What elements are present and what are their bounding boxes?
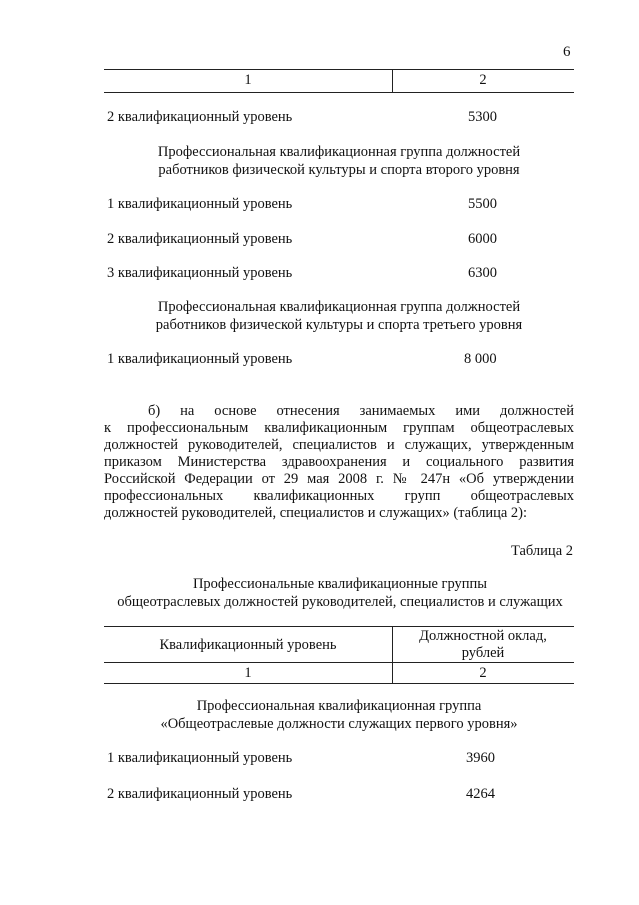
table2-header-rule bbox=[104, 662, 574, 663]
table-caption: Таблица 2 bbox=[510, 543, 573, 559]
table-row-label: 1 квалификационный уровень bbox=[107, 750, 293, 766]
table2-top-rule bbox=[104, 626, 574, 627]
paragraph-line: должностей руководителей, специалистов и служащих, утвержденным bbox=[104, 437, 574, 453]
table2-header-col1: Квалификационный уровень bbox=[159, 637, 337, 653]
table-row-label: 1 квалификационный уровень bbox=[107, 351, 293, 367]
paragraph-line: б) на основе отнесения занимаемых ими должностей bbox=[148, 403, 574, 419]
table-row-label: 2 квалификационный уровень bbox=[107, 786, 293, 802]
table-title: общеотраслевых должностей руководителей, специалистов и служащих bbox=[117, 594, 563, 610]
table1-top-rule bbox=[104, 69, 574, 70]
group-title: Профессиональная квалификационная группа должностей bbox=[157, 144, 521, 160]
table-row-value: 5300 bbox=[468, 109, 497, 125]
group-title: Профессиональная квалификационная группа должностей bbox=[157, 299, 521, 315]
table1-col2-number: 2 bbox=[479, 72, 487, 88]
table1-numbers-rule bbox=[104, 92, 574, 93]
group-title: Профессиональная квалификационная группа bbox=[196, 698, 482, 714]
paragraph-line: приказом Министерства здравоохранения и социального развития bbox=[104, 454, 574, 470]
paragraph-line: должностей руководителей, специалистов и служащих» (таблица 2): bbox=[104, 505, 528, 521]
table-row-value: 3960 bbox=[466, 750, 495, 766]
table-row-label: 2 квалификационный уровень bbox=[107, 109, 293, 125]
table2-numbers-rule bbox=[104, 683, 574, 684]
group-title: «Общеотраслевые должности служащих первого уровня» bbox=[160, 716, 518, 732]
table-title: Профессиональные квалификационные группы bbox=[192, 576, 488, 592]
table2-header-col2-unit: рублей bbox=[461, 645, 505, 661]
table-row-value: 4264 bbox=[466, 786, 495, 802]
table-row-label: 1 квалификационный уровень bbox=[107, 196, 293, 212]
table-row-value: 6300 bbox=[468, 265, 497, 281]
paragraph-line: профессиональных квалификационных групп общеотраслевых bbox=[104, 488, 574, 504]
table2-col2-number: 2 bbox=[479, 665, 487, 681]
table-row-value: 5500 bbox=[468, 196, 497, 212]
group-title: работников физической культуры и спорта второго уровня bbox=[158, 162, 520, 178]
table-row-value: 6000 bbox=[468, 231, 497, 247]
page-number: 6 bbox=[563, 44, 571, 60]
table-row-label: 2 квалификационный уровень bbox=[107, 231, 293, 247]
table-row-label: 3 квалификационный уровень bbox=[107, 265, 293, 281]
group-title: работников физической культуры и спорта третьего уровня bbox=[155, 317, 523, 333]
table1-col1-number: 1 bbox=[244, 72, 252, 88]
table2-header-col2: Должностной оклад, bbox=[419, 628, 547, 644]
table-row-value: 8 000 bbox=[464, 351, 497, 367]
table2-col1-number: 1 bbox=[244, 665, 252, 681]
paragraph-line: Российской Федерации от 29 мая 2008 г. № 247н «Об утверждении bbox=[104, 471, 574, 487]
body-paragraph bbox=[104, 403, 574, 522]
paragraph-line: к профессиональным квалификационным группам общеотраслевых bbox=[104, 420, 574, 436]
